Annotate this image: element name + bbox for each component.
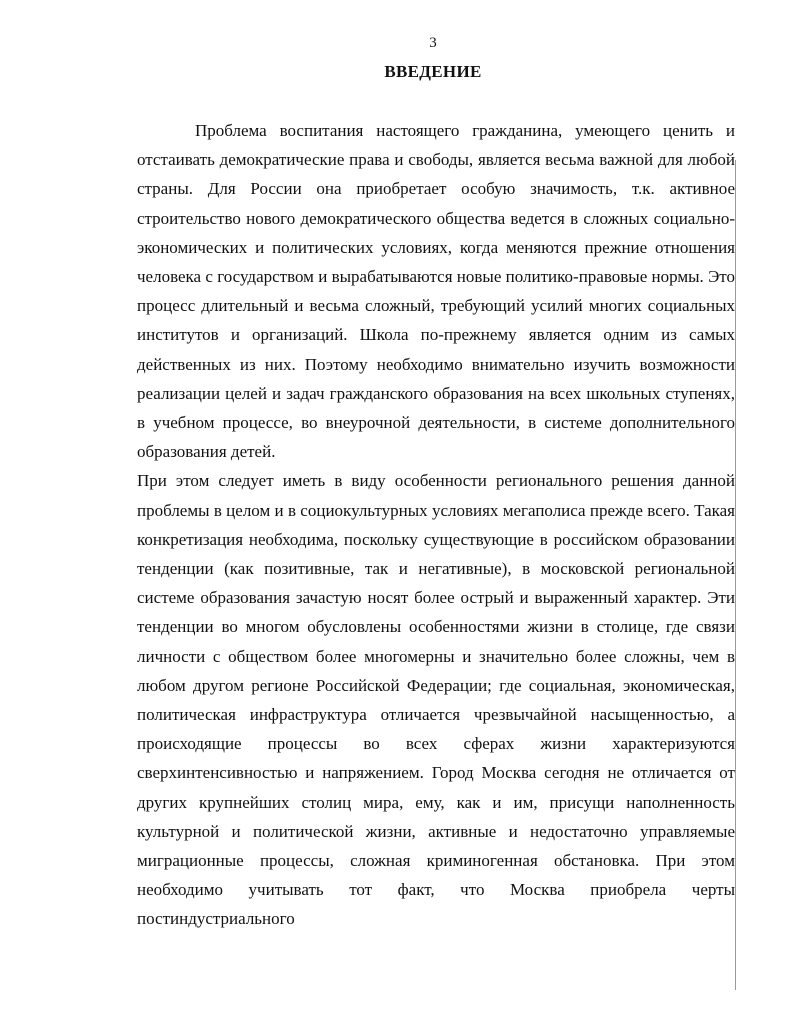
section-heading: ВВЕДЕНИЕ [384, 62, 482, 81]
body-text [137, 116, 735, 934]
paragraph-1: Проблема воспитания настоящего гражданина, умеющего ценить и отстаивать демократические права и свободы, является весьма важной для любой страны. Для России она приобретает особую значимость, т.к. активное строительство нового демократического общества ведется в сложных социально-экономических и политических условиях, когда меняются прежние отношения человека с государством и вырабатываются новые политико-правовые нормы. Это процесс длительный и весьма сложный, требующий усилий многих социальных институтов и организаций. Школа по-прежнему является одним из самых действенных из них. Поэтому необходимо внимательно изучить возможности реализации целей и задач гражданского образования на всех школьных ступенях, в учебном процессе, во внеурочной деятельности, в системе дополнительного образования детей. [137, 121, 735, 462]
paragraph-2: При этом следует иметь в виду особенности регионального решения данной проблемы в целом и в социокультурных условиях мегаполиса прежде всего. Такая конкретизация необходима, поскольку существующие в российском образовании тенденции (как позитивные, так и негативные), в московской региональной системе образования зачастую носят более острый и выраженный характер. Эти тенденции во многом обусловлены особенностями жизни в столице, где связи личности с обществом более многомерны и значительно более сложны, чем в любом другом регионе Российской Федерации; где социальная, экономическая, политическая инфраструктура отличается чрезвычайной насыщенностью, а происходящие процессы во всех сферах жизни характеризуются сверхинтенсивностью и напряжением. Город Москва сегодня не отличается от других крупнейших столиц мира, ему, как и им, присущи наполненность культурной и политической жизни, активные и недостаточно управляемые миграционные процессы, сложная криминогенная обстановка. При этом необходимо учитывать тот факт, что Москва приобрела черты постиндустриального [137, 471, 735, 929]
margin-line [735, 160, 736, 990]
page-number: 3 [429, 35, 437, 51]
